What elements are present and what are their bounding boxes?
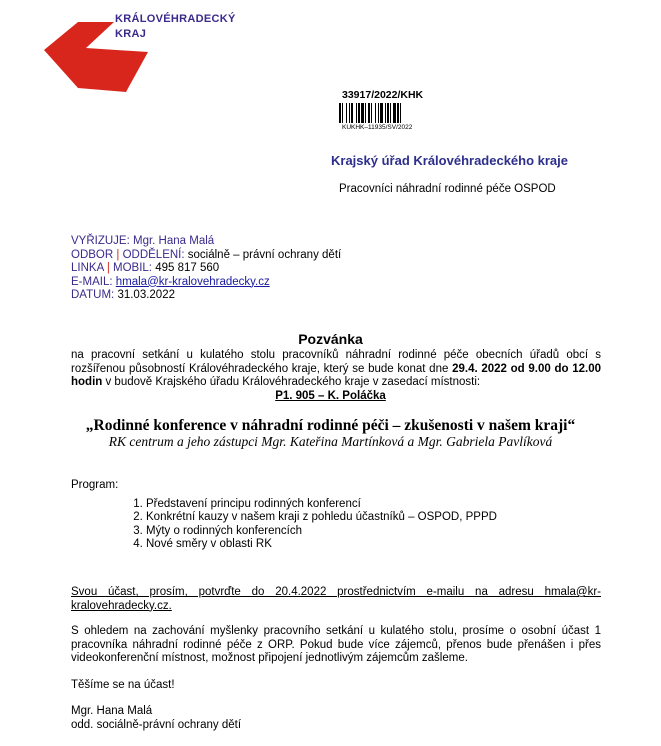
office-name: Krajský úřad Královéhradeckého kraje bbox=[331, 153, 569, 168]
phone-value: 495 817 560 bbox=[155, 262, 220, 274]
barcode-icon bbox=[339, 103, 431, 123]
department-label-b: ODDĚLENÍ: bbox=[122, 248, 185, 261]
date-label: DATUM: bbox=[71, 289, 115, 301]
department-value: sociálně – právní ochrany dětí bbox=[187, 248, 342, 261]
department-label-a: ODBOR bbox=[71, 248, 114, 261]
logo-line-1: KRÁLOVÉHRADECKÝ bbox=[115, 13, 236, 25]
conference-title: „Rodinné konference v náhradní rodinné péči – zkušenosti v našem kraji“ bbox=[85, 417, 576, 434]
program-item: 2. Konkrétní kauzy v našem kraji z pohledu účastníků – OSPOD, PPPD bbox=[146, 511, 497, 524]
phone-label-a: LINKA bbox=[71, 262, 104, 274]
confirmation-text: Svou účast, prosím, potvrďte do 20.4.2022 prostřednictvím e-mailu na adresu hmala@kr-kralovehradecky.cz. bbox=[71, 586, 601, 612]
conference-subtitle: RK centrum a jeho zástupci Mgr. Kateřina Martínková a Mgr. Gabriela Pavlíková bbox=[108, 434, 553, 449]
reference-number: 33917/2022/KHK bbox=[342, 89, 424, 101]
invitation-date-time: 29.4. 2022 od 9.00 do 12.00 hodin bbox=[71, 362, 601, 389]
date-value: 31.03.2022 bbox=[117, 289, 175, 301]
phone-label-b: MOBIL: bbox=[113, 262, 152, 274]
department-separator: | bbox=[116, 248, 120, 261]
region-logo-icon bbox=[44, 22, 148, 92]
date-row bbox=[71, 289, 341, 303]
phone-row bbox=[71, 262, 341, 276]
signature-block bbox=[71, 705, 601, 732]
barcode-text: KUKHK–11935/SV/2022 bbox=[342, 124, 413, 131]
logo-line-2: KRAJ bbox=[115, 28, 147, 40]
invitation-text-part-2: v budově Krajského úřadu Královéhradeckého kraje v zasedací místnosti: bbox=[102, 376, 481, 389]
invitation-text bbox=[71, 349, 601, 390]
signature-name: Mgr. Hana Malá bbox=[71, 705, 153, 717]
contact-block bbox=[71, 235, 341, 303]
email-label: E-MAIL: bbox=[71, 275, 113, 288]
program-list bbox=[128, 498, 497, 552]
email-row bbox=[71, 276, 341, 290]
program-item: 3. Mýty o rodinných konferencích bbox=[146, 525, 497, 538]
invitation-title: Pozvánka bbox=[298, 331, 363, 347]
handler-label: VYŘIZUJE: bbox=[71, 235, 130, 247]
program-label: Program: bbox=[71, 479, 119, 491]
signature-dept: odd. sociálně-právní ochrany dětí bbox=[71, 718, 242, 731]
meeting-room: P1. 905 – K. Poláčka bbox=[275, 390, 386, 402]
email-link[interactable]: hmala@kr-kralovehradecky.cz bbox=[115, 275, 270, 288]
program-item: 4. Nové směry v oblasti RK bbox=[146, 538, 497, 551]
recipient: Pracovníci náhradní rodinné péče OSPOD bbox=[339, 183, 556, 195]
phone-separator: | bbox=[106, 262, 110, 274]
handler-value: Mgr. Hana Malá bbox=[133, 235, 215, 247]
program-item: 1. Představení principu rodinných konferencí bbox=[146, 498, 497, 511]
attendance-note: S ohledem na zachování myšlenky pracovního setkání u kulatého stolu, prosíme o osobní účast 1 pracovníka náhradní rodinné péče z ORP. Pokud bude více zájemců, přenos bude přenášen i přes videokonferenční místnost, možnost připojení jednotlivým zájemcům zašleme. bbox=[71, 625, 601, 665]
closing-text: Těšíme se na účast! bbox=[71, 679, 175, 691]
department-row bbox=[71, 249, 341, 263]
handler-row bbox=[71, 235, 341, 249]
invitation-text-part-1: na pracovní setkání u kulatého stolu pracovníků náhradní rodinné péče obecních úřadů obcí s rozšířenou působností Královéhradeckého kraje, který se bude konat dne bbox=[71, 349, 601, 375]
